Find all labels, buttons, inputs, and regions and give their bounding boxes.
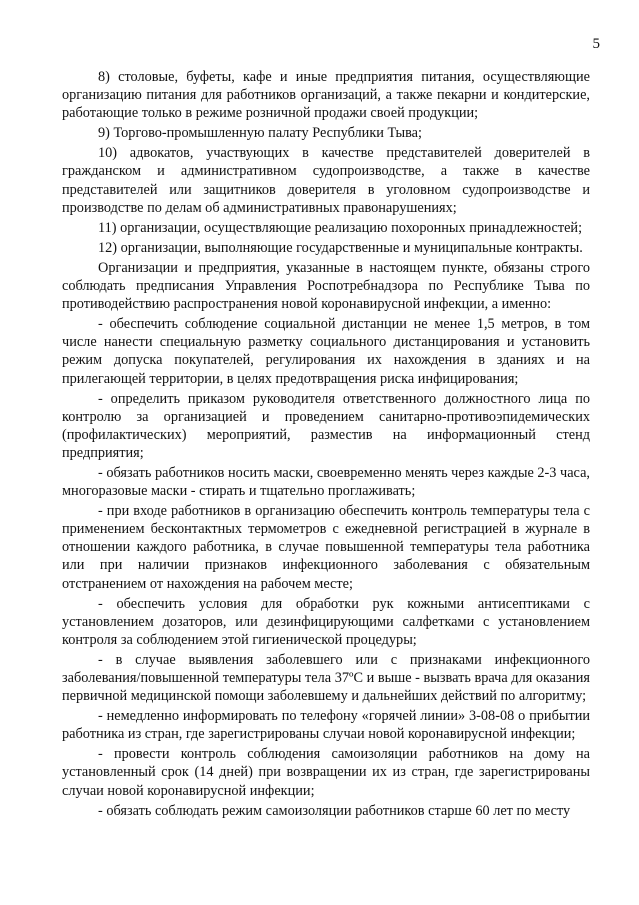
paragraph-item-12: 12) организации, выполняющие государственные и муниципальные контракты.	[98, 239, 583, 256]
paragraph-hand-sanitizing: - обеспечить условия для обработки рук кожными антисептиками с установлением дозаторов, или дезинфицирующими салфетками с установлением контроля за соблюдением этой гигиенической процедуры;	[62, 595, 590, 648]
paragraph-item-10: 10) адвокатов, участвующих в качестве представителей доверителей в гражданском и административном судопроизводстве, а также в качестве представителей или защитников доверителя в уголовном судопроизводстве и производстве по делам об административных правонарушениях;	[62, 145, 590, 216]
page-number: 5	[592, 36, 600, 52]
paragraph-item-11: 11) организации, осуществляющие реализацию похоронных принадлежностей;	[98, 219, 583, 236]
paragraph-self-isolation-control: - провести контроль соблюдения самоизоляции работников на дому на установленный срок (14 дней) при возвращении их из стран, где зарегистрированы случаи новой коронавирусной инфекции;	[62, 746, 590, 799]
paragraph-obligations-intro: Организации и предприятия, указанные в настоящем пункте, обязаны строго соблюдать предписания Управления Роспотребнадзора по Республике Тыва по противодействию распространения новой коронавирусной инфекции, а именно:	[62, 259, 590, 313]
paragraph-social-distance: - обеспечить соблюдение социальной дистанции не менее 1,5 метров, в том числе нанести специальную разметку социального дистанцирования и установить режим допуска покупателей, регулирования их нахождения в зданиях и на прилегающей территории, в целях предотвращения риска инфицирования;	[62, 316, 590, 387]
paragraph-item-8: 8) столовые, буфеты, кафе и иные предприятия питания, осуществляющие организацию питания для работников организаций, а также пекарни и кондитерские, работающие только в режиме розничной продажи своей продукции;	[62, 69, 590, 122]
paragraph-hotline: - немедленно информировать по телефону «горячей линии» 3-08-08 о прибытии работника из стран, где зарегистрированы случаи новой коронавирусной инфекции;	[62, 708, 590, 743]
paragraph-self-isolation-60: - обязать соблюдать режим самоизоляции работников старше 60 лет по месту	[98, 802, 571, 819]
paragraph-illness-procedure: - в случае выявления заболевшего или с признаками инфекционного заболевания/повышенной температуры тела 37ºС и выше - вызвать врача для оказания первичной медицинской помощи заболевшему и дальнейших действий по алгоритму;	[62, 651, 590, 705]
paragraph-responsible-person: - определить приказом руководителя ответственного должностного лица по контролю за организацией и проведением санитарно-противоэпидемических (профилактических) мероприятий, разместив на информационный стенд предприятия;	[62, 390, 590, 461]
document-body	[62, 68, 590, 822]
paragraph-item-9: 9) Торгово-промышленную палату Республики Тыва;	[98, 125, 422, 142]
paragraph-temperature-control: - при входе работников в организацию обеспечить контроль температуры тела с применением бесконтактных термометров с ежедневной регистрацией в журнале в отношении каждого работника, в случае повышенной температуры тела работника или при наличии признаков инфекционного заболевания с обязательным отстранением от нахождения на рабочем месте;	[62, 503, 590, 592]
paragraph-masks: - обязать работников носить маски, своевременно менять через каждые 2-3 часа, многоразовые маски - стирать и тщательно проглаживать;	[62, 464, 590, 500]
